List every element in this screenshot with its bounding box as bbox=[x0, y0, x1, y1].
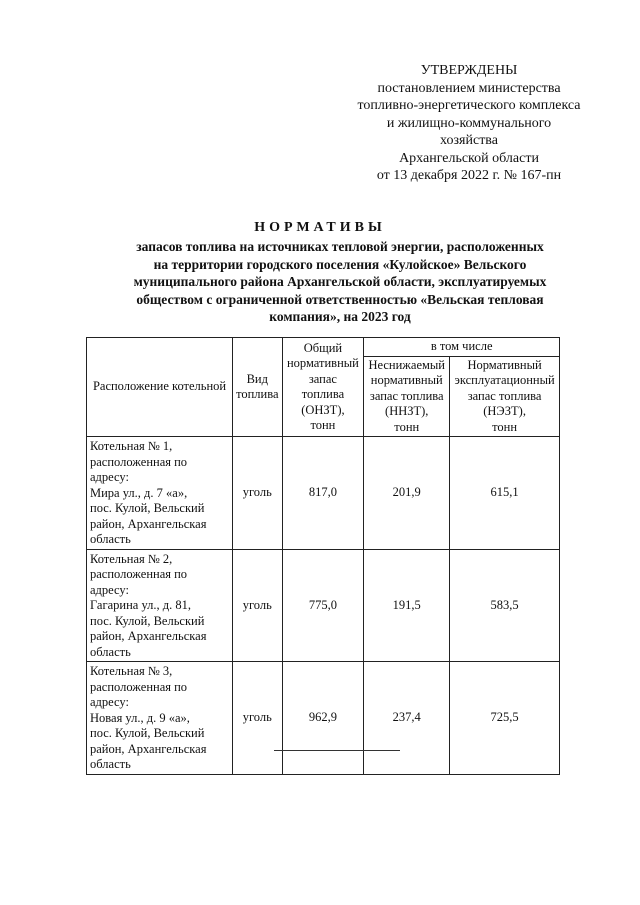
subtitle-line: муниципального района Архангельской области, эксплуатируемых bbox=[133, 274, 547, 289]
approval-line: и жилищно-коммунального bbox=[386, 115, 552, 131]
table-row bbox=[87, 549, 560, 662]
subtitle-line: на территории городского поселения «Кулойское» Вельского bbox=[153, 256, 527, 272]
header-nezt-line: (НЭЗТ), bbox=[483, 404, 526, 418]
header-onzt bbox=[282, 338, 364, 437]
header-onzt-line: топлива bbox=[301, 387, 345, 401]
fuel-type-cell: уголь bbox=[233, 437, 282, 550]
table-header-row bbox=[87, 338, 560, 357]
nezt-cell: 725,5 bbox=[450, 662, 560, 775]
location-line: Котельная № 3, bbox=[90, 664, 173, 678]
header-onzt-line: запас bbox=[308, 371, 337, 386]
onzt-cell: 817,0 bbox=[282, 437, 364, 550]
header-fuel-line: Вид bbox=[246, 371, 268, 386]
header-nnzt-line: Неснижаемый bbox=[368, 357, 445, 372]
header-nnzt bbox=[364, 356, 450, 437]
onzt-cell: 962,9 bbox=[282, 662, 364, 775]
location-line: Котельная № 1, bbox=[90, 439, 173, 453]
header-onzt-line: тонн bbox=[310, 418, 336, 432]
location-line: расположенная по адресу: bbox=[90, 454, 188, 484]
header-nezt-line: запас топлива bbox=[467, 388, 542, 403]
approval-line: хозяйства bbox=[440, 133, 498, 148]
header-nnzt-line: тонн bbox=[394, 419, 420, 434]
table-row bbox=[87, 662, 560, 775]
header-onzt-line: нормативный bbox=[286, 356, 359, 370]
nnzt-cell: 191,5 bbox=[364, 549, 450, 662]
header-nezt bbox=[450, 356, 560, 437]
location-line: Мира ул., д. 7 «а», bbox=[90, 485, 188, 500]
header-fuel-line: топлива bbox=[236, 387, 279, 401]
location-line: район, Архангельская bbox=[90, 741, 207, 756]
subtitle-line: запасов топлива на источниках тепловой энергии, расположенных bbox=[136, 239, 544, 254]
document-subtitle bbox=[80, 238, 600, 326]
location-line: пос. Кулой, Вельский bbox=[90, 613, 205, 628]
nnzt-cell: 237,4 bbox=[364, 662, 450, 775]
boiler-location-cell bbox=[87, 662, 233, 775]
fuel-type-cell: уголь bbox=[233, 549, 282, 662]
approval-block bbox=[326, 62, 612, 185]
header-nnzt-line: (ННЗТ), bbox=[385, 404, 429, 418]
location-line: расположенная по адресу: bbox=[90, 679, 188, 709]
header-onzt-line: (ОНЗТ), bbox=[301, 402, 345, 417]
onzt-cell: 775,0 bbox=[282, 549, 364, 662]
header-nezt-line: тонн bbox=[492, 419, 518, 434]
table-row bbox=[87, 437, 560, 550]
location-line: Гагарина ул., д. 81, bbox=[90, 598, 191, 612]
header-location: Расположение котельной bbox=[87, 338, 233, 437]
nezt-cell: 615,1 bbox=[450, 437, 560, 550]
norms-table bbox=[86, 337, 560, 775]
nnzt-cell: 201,9 bbox=[364, 437, 450, 550]
header-nnzt-line: нормативный bbox=[370, 373, 443, 387]
boiler-location-cell bbox=[87, 437, 233, 550]
header-nezt-line: эксплуатационный bbox=[454, 373, 555, 387]
location-line: область bbox=[90, 757, 131, 771]
nezt-cell: 583,5 bbox=[450, 549, 560, 662]
approval-line: постановлением министерства bbox=[377, 80, 561, 96]
location-line: район, Архангельская bbox=[90, 629, 207, 643]
end-divider bbox=[274, 750, 400, 751]
boiler-location-cell bbox=[87, 549, 233, 662]
approval-line: Архангельской области bbox=[399, 150, 539, 166]
location-line: область bbox=[90, 532, 131, 546]
location-line: район, Архангельская bbox=[90, 516, 207, 531]
location-line: расположенная по адресу: bbox=[90, 567, 188, 597]
approval-date: от 13 декабря 2022 г. № 167-пн bbox=[376, 168, 562, 183]
location-line: пос. Кулой, Вельский bbox=[90, 726, 205, 740]
document-title: НОРМАТИВЫ bbox=[254, 220, 386, 235]
subtitle-line: обществом с ограниченной ответственностью «Вельская тепловая bbox=[136, 291, 544, 307]
location-line: Котельная № 2, bbox=[90, 551, 173, 566]
approval-line: топливно-энергетического комплекса bbox=[357, 98, 581, 113]
subtitle-line: компания», на 2023 год bbox=[269, 309, 411, 324]
header-onzt-line: Общий bbox=[303, 340, 343, 355]
location-line: область bbox=[90, 644, 131, 659]
location-line: пос. Кулой, Вельский bbox=[90, 501, 205, 515]
fuel-type-cell: уголь bbox=[233, 662, 282, 775]
header-including: в том числе bbox=[364, 338, 560, 357]
header-nnzt-line: запас топлива bbox=[369, 388, 444, 403]
approval-heading: УТВЕРЖДЕНЫ bbox=[420, 63, 518, 78]
header-nezt-line: Нормативный bbox=[467, 357, 542, 372]
location-line: Новая ул., д. 9 «а», bbox=[90, 710, 190, 725]
header-fuel-type bbox=[233, 338, 282, 437]
